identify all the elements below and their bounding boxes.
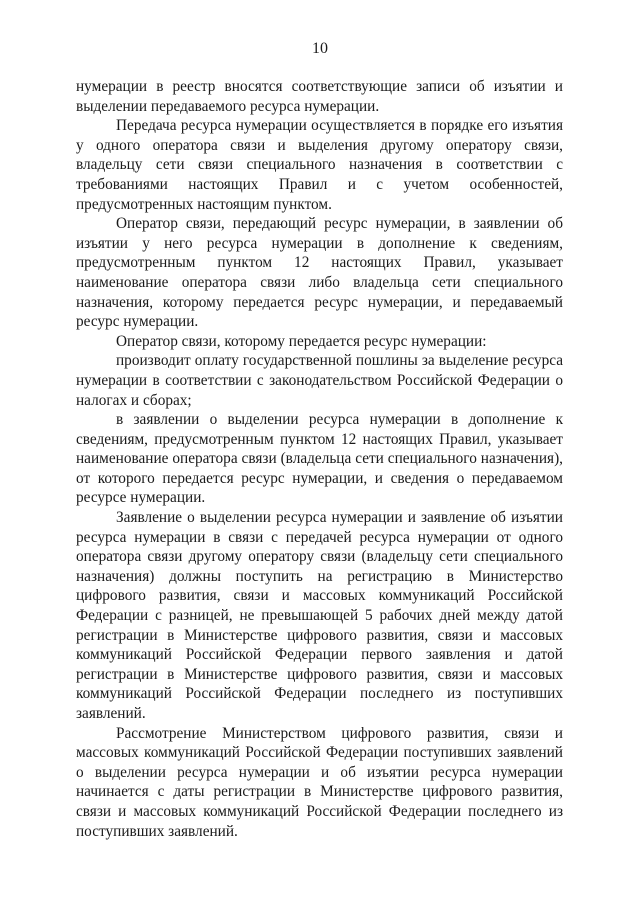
paragraph: производит оплату государственной пошлины за выделение ресурса нумерации в соответствии с законодательством Российской Федерации о налогах и сборах; <box>76 352 563 409</box>
paragraph: Передача ресурса нумерации осуществляется в порядке его изъятия у одного оператора связи и выделения другому оператору связи, владельцу сети связи специального назначения в соответствии с требованиями настоящих Правил и с учетом особенностей, предусмотренных настоящим пунктом. <box>76 117 563 213</box>
paragraph: Оператор связи, передающий ресурс нумерации, в заявлении об изъятии у него ресурса нумерации в дополнение к сведениям, предусмотренным пунктом 12 настоящих Правил, указывает наименование оператора связи либо владельца сети специального назначения, которому передается ресурс нумерации, и передаваемый ресурс нумерации. <box>76 215 563 331</box>
paragraph: Рассмотрение Министерством цифрового развития, связи и массовых коммуникаций Российской Федерации поступивших заявлений о выделении ресурса нумерации и об изъятии ресурса нумерации начинается с даты регистрации в Министерстве цифрового развития, связи и массовых коммуникаций Российской Федерации последнего из поступивших заявлений. <box>76 724 563 840</box>
paragraph: нумерации в реестр вносятся соответствующие записи об изъятии и выделении передаваемого ресурса нумерации. <box>76 78 563 115</box>
paragraph: в заявлении о выделении ресурса нумерации в дополнение к сведениям, предусмотренным пунктом 12 настоящих Правил, указывает наименование оператора связи (владельца сети специального назначения), от которого передается ресурс нумерации, и сведения о передаваемом ресурсе нумерации. <box>76 411 563 507</box>
document-body <box>76 77 563 841</box>
paragraph: Заявление о выделении ресурса нумерации и заявление об изъятии ресурса нумерации в связи с передачей ресурса нумерации от одного оператора связи другому оператору связи (владельцу сети специального назначения) должны поступить на регистрацию в Министерство цифрового развития, связи и массовых коммуникаций Российской Федерации с разницей, не превышающей 5 рабочих дней между датой регистрации в Министерстве цифрового развития, связи и массовых коммуникаций Российской Федерации первого заявления и датой регистрации в Министерстве цифрового развития, связи и массовых коммуникаций Российской Федерации последнего из поступивших заявлений. <box>76 509 563 722</box>
paragraph: Оператор связи, которому передается ресурс нумерации: <box>116 332 487 350</box>
page-number: 10 <box>312 40 328 57</box>
